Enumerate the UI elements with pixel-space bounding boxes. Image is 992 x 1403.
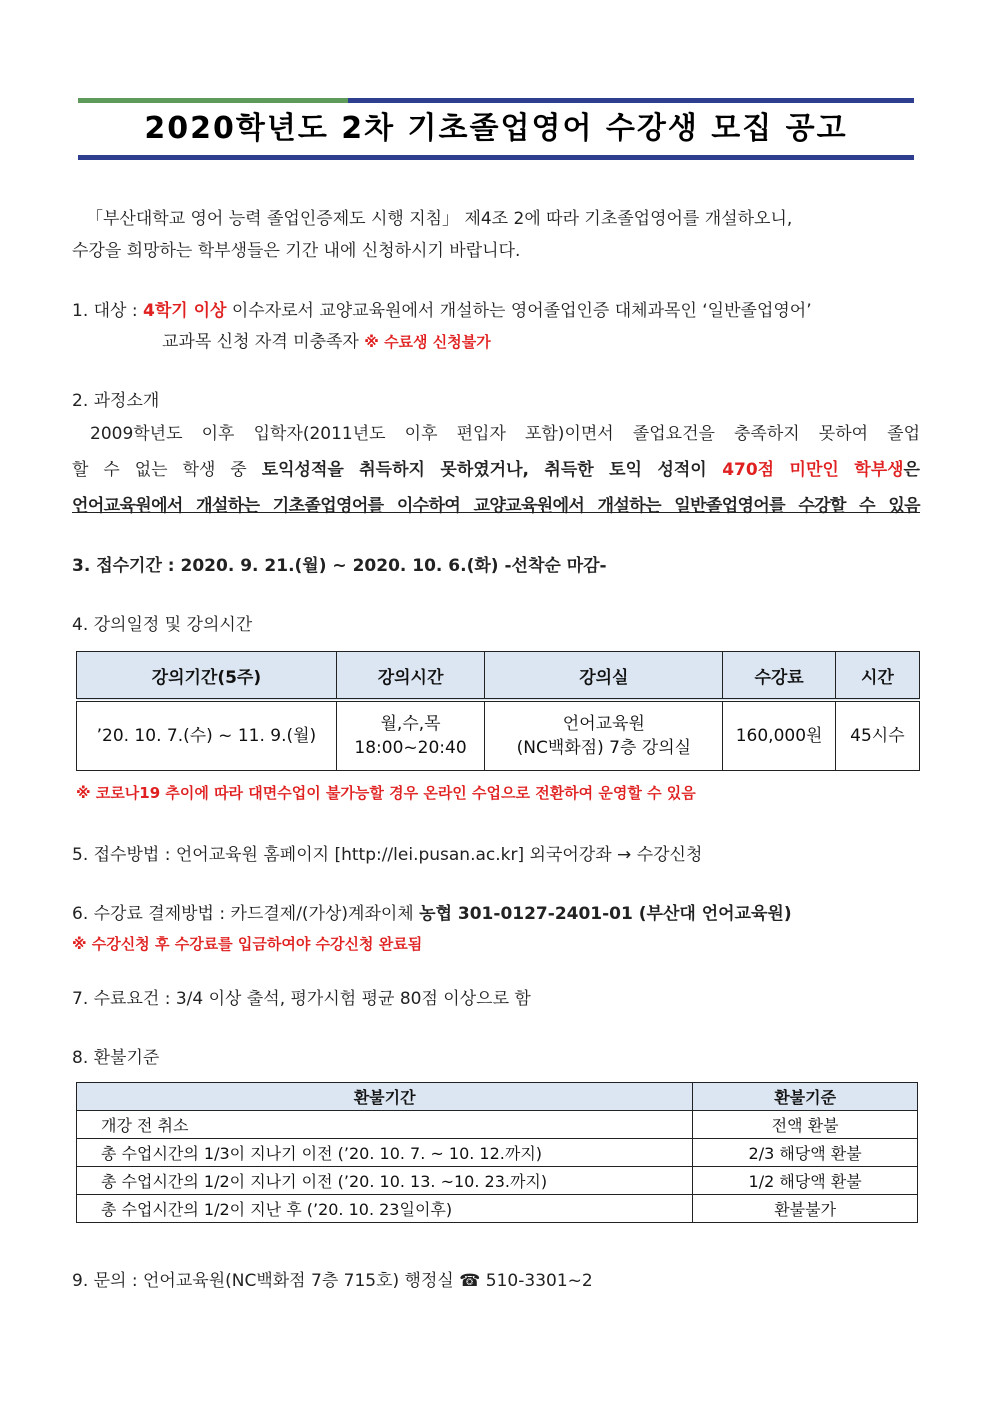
section-2-heading: 2. 과정소개 [72,391,160,411]
section-4-heading: 4. 강의일정 및 강의시간 [72,615,253,635]
refund-period: 총 수업시간의 1/3이 지나기 이전 (’20. 10. 7. ~ 10. 12.까지) [77,1139,693,1167]
page-title: 2020학년도 2차 기초졸업영어 수강생 모집 공고 [144,111,848,146]
section-2-line-2-c: 470점 미만인 학부생 [722,460,904,480]
schedule-table [76,651,920,771]
section-1-prefix: 1. 대상 : [72,301,144,321]
schedule-table-header-row [77,652,920,701]
schedule-room-line-1: 언어교육원 [562,714,645,734]
schedule-header-period: 강의기간(5주) [77,652,337,701]
section-1-highlight: 4학기 이상 [143,301,227,321]
refund-rule: 전액 환불 [693,1111,918,1139]
section-2-line-2-a: 할 수 없는 학생 중 [72,460,262,480]
refund-table [76,1082,918,1223]
schedule-header-fee: 수강료 [723,652,835,701]
refund-header-rule: 환불기준 [693,1083,918,1111]
refund-table-row [77,1195,918,1223]
refund-header-period: 환불기간 [77,1083,693,1111]
section-6-prefix: 6. 수강료 결제방법 : 카드결제/(가상)계좌이체 [72,904,420,924]
refund-rule: 환불불가 [693,1195,918,1223]
section-1-line-2-text: 교과목 신청 자격 미충족자 [162,332,365,352]
section-2-line-1: 2009학년도 이후 입학자(2011년도 이후 편입자 포함)이면서 졸업요건을 충족하지 못하여 졸업 [90,424,920,444]
schedule-room [485,700,723,771]
section-6-note: ※ 수강신청 후 수강료를 입금하여야 수강신청 완료됨 [72,935,423,953]
section-4-note: ※ 코로나19 추이에 따라 대면수업이 불가능할 경우 온라인 수업으로 전환하여 운영할 수 있음 [76,784,696,802]
refund-period: 총 수업시간의 1/2이 지나기 이전 (’20. 10. 13. ~10. 23.까지) [77,1167,693,1195]
refund-table-row [77,1111,918,1139]
refund-rule: 2/3 해당액 환불 [693,1139,918,1167]
refund-period: 개강 전 취소 [77,1111,693,1139]
section-2-line-2-b: 토익성적을 취득하지 못하였거나, 취득한 토익 성적이 [261,460,723,480]
section-1-line-2 [162,327,491,357]
intro-line-2: 수강을 희망하는 학부생들은 기간 내에 신청하시기 바랍니다. [72,241,521,261]
section-2-line-3: 언어교육원에서 개설하는 기초졸업영어를 이수하여 교양교육원에서 개설하는 일반졸업영어를 수강할 수 있음 [72,496,920,516]
schedule-header-hours: 시간 [835,652,919,701]
title-banner [78,98,914,160]
section-8-heading: 8. 환불기준 [72,1048,160,1068]
intro-line-1: 「부산대학교 영어 능력 졸업인증제도 시행 지침」 제4조 2에 따라 기초졸업영어를 개설하오니, [86,209,793,229]
schedule-room-line-2: (NC백화점) 7층 강의실 [516,738,692,758]
section-7-text: 7. 수료요건 : 3/4 이상 출석, 평가시험 평균 80점 이상으로 함 [72,989,531,1009]
schedule-time-days: 월,수,목 [380,714,441,734]
section-9-text: 9. 문의 : 언어교육원(NC백화점 7층 715호) 행정실 ☎ 510-3301~2 [72,1271,593,1291]
section-1-note: ※ 수료생 신청불가 [364,333,491,351]
schedule-header-time: 강의시간 [336,652,485,701]
schedule-period: ’20. 10. 7.(수) ~ 11. 9.(월) [77,700,337,771]
schedule-table-row [77,700,920,771]
section-1-line-1 [72,296,812,326]
refund-table-row [77,1139,918,1167]
refund-table-header-row [77,1083,918,1111]
title-bottom-rule [78,155,914,160]
section-2-line-2 [72,455,920,485]
section-3-text: 3. 접수기간 : 2020. 9. 21.(월) ~ 2020. 10. 6.(화) -선착순 마감- [72,556,607,576]
section-6-line [72,899,792,929]
section-2-line-2-d: 은 [903,460,920,480]
refund-period: 총 수업시간의 1/2이 지난 후 (’20. 10. 23일이후) [77,1195,693,1223]
refund-rule: 1/2 해당액 환불 [693,1167,918,1195]
refund-table-row [77,1167,918,1195]
schedule-time [336,700,485,771]
section-1-rest: 이수자로서 교양교육원에서 개설하는 영어졸업인증 대체과목인 ‘일반졸업영어’ [226,301,812,321]
schedule-fee: 160,000원 [723,700,835,771]
schedule-time-hours: 18:00~20:40 [354,738,467,758]
section-6-account: 농협 301-0127-2401-01 (부산대 언어교육원) [419,904,792,924]
schedule-header-room: 강의실 [485,652,723,701]
schedule-hours: 45시수 [835,700,919,771]
section-5-text: 5. 접수방법 : 언어교육원 홈페이지 [http://lei.pusan.ac.kr] 외국어강좌 → 수강신청 [72,845,703,865]
